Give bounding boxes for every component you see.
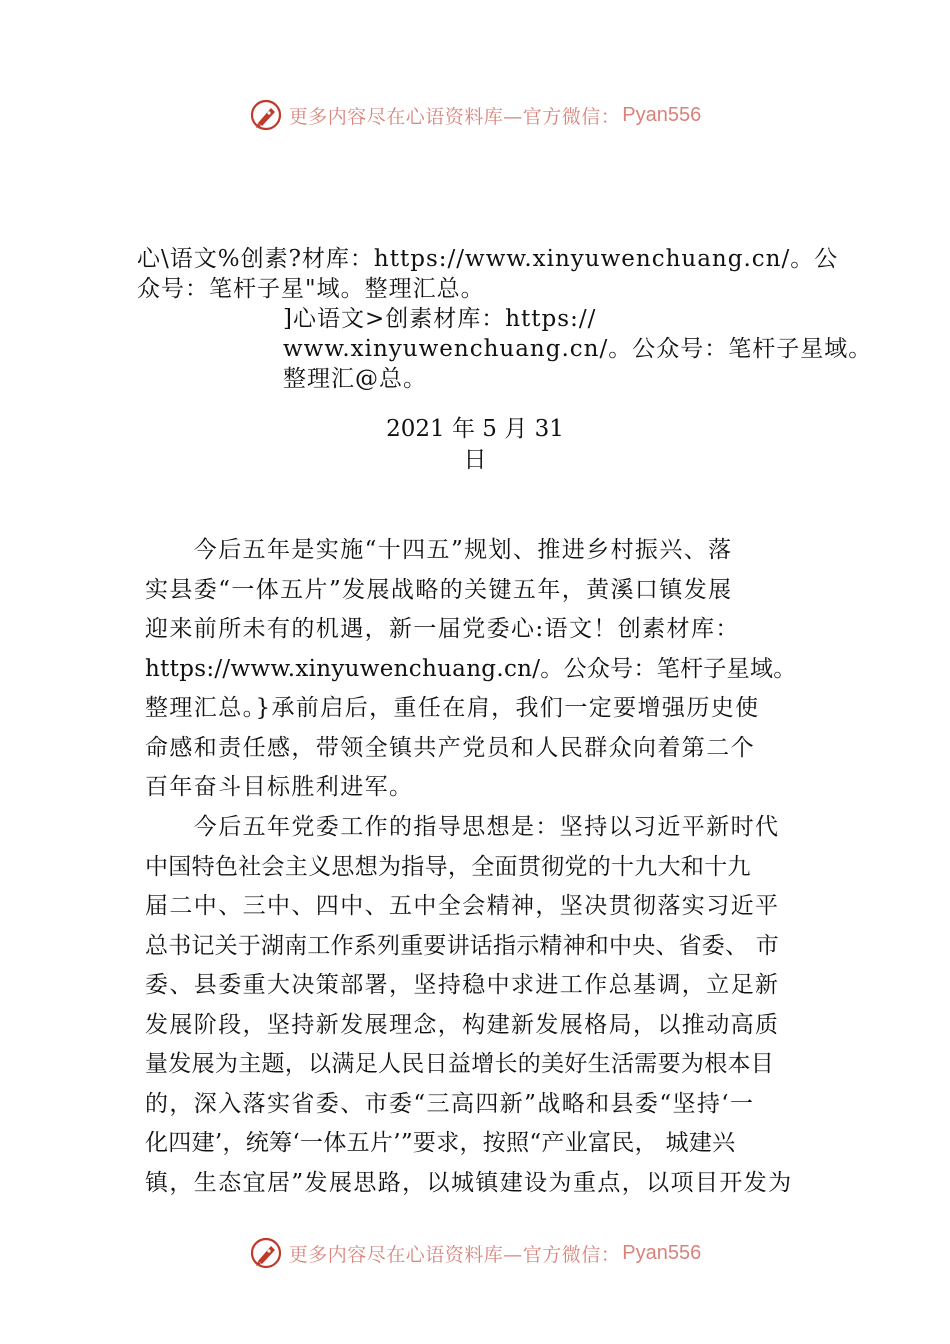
source-line-4: www.xinyuwenchuang.cn/。公众号：笔杆子星域。: [283, 336, 873, 362]
pen-nib-logo-icon: [249, 1236, 283, 1270]
paragraph-line: 今后五年党委工作的指导思想是：坚持以习近平新时代: [145, 814, 780, 840]
paragraph-line: 中国特色社会主义思想为指导，全面贯彻党的十九大和十九: [145, 854, 751, 880]
banner-wechat-id: Pyan556: [622, 103, 702, 126]
paragraph-line: 今后五年是实施“十四五”规划、推进乡村振兴、落: [145, 537, 733, 563]
paragraph-line: 百年奋斗目标胜利进军。: [145, 774, 414, 800]
paragraph-line: 发展阶段，坚持新发展理念，构建新发展格局，以推动高质: [145, 1012, 780, 1038]
banner-text: 更多内容尽在心语资料库—官方微信：: [288, 105, 621, 128]
source-line-5: 整理汇@总。: [283, 366, 427, 392]
paragraph-line: 化四建’，统筹‘一体五片’”要求，按照“产业富民， 城建兴: [145, 1130, 736, 1156]
date-line-2: 日: [463, 447, 487, 473]
paragraph-line: https://www.xinyuwenchuang.cn/。公众号：笔杆子星域。: [145, 656, 797, 682]
header-banner: [0, 95, 950, 135]
date-line-1: 2021 年 5 月 31: [386, 416, 564, 442]
paragraph-line: 迎来前所未有的机遇，新一届党委心:语文！创素材库：: [145, 616, 740, 642]
paragraph-line: 的，深入落实省委、市委“三高四新”战略和县委“坚持‘一: [145, 1091, 755, 1117]
paragraph-line: 镇，生态宜居”发展思路，以城镇建设为重点，以项目开发为: [145, 1170, 793, 1196]
banner-wechat-id: Pyan556: [622, 1241, 702, 1264]
source-line-1: 心\语文%创素?材库：https://www.xinyuwenchuang.cn/。公: [137, 246, 839, 272]
banner-text: 更多内容尽在心语资料库—官方微信：: [288, 1243, 621, 1266]
paragraph-line: 实县委“一体五片”发展战略的关键五年，黄溪口镇发展: [145, 577, 733, 603]
source-line-2: 众号：笔杆子星"域。整理汇总。: [137, 276, 485, 302]
paragraph-line: 量发展为主题，以满足人民日益增长的美好生活需要为根本目: [145, 1051, 775, 1077]
paragraph-line: 届二中、三中、四中、五中全会精神，坚决贯彻落实习近平: [145, 893, 780, 919]
source-line-3: ]心语文>创素材库：https://: [283, 306, 597, 332]
paragraph-line: 整理汇总。}承前启后，重任在肩，我们一定要增强历史使: [145, 695, 760, 721]
paragraph-line: 命感和责任感，带领全镇共产党员和人民群众向着第二个: [145, 735, 755, 761]
footer-banner: [0, 1233, 950, 1273]
paragraph-line: 委、县委重大决策部署，坚持稳中求进工作总基调，立足新: [145, 972, 780, 998]
pen-nib-logo-icon: [249, 98, 283, 132]
paragraph-line: 总书记关于湖南工作系列重要讲话指示精神和中央、省委、 市: [145, 933, 779, 959]
